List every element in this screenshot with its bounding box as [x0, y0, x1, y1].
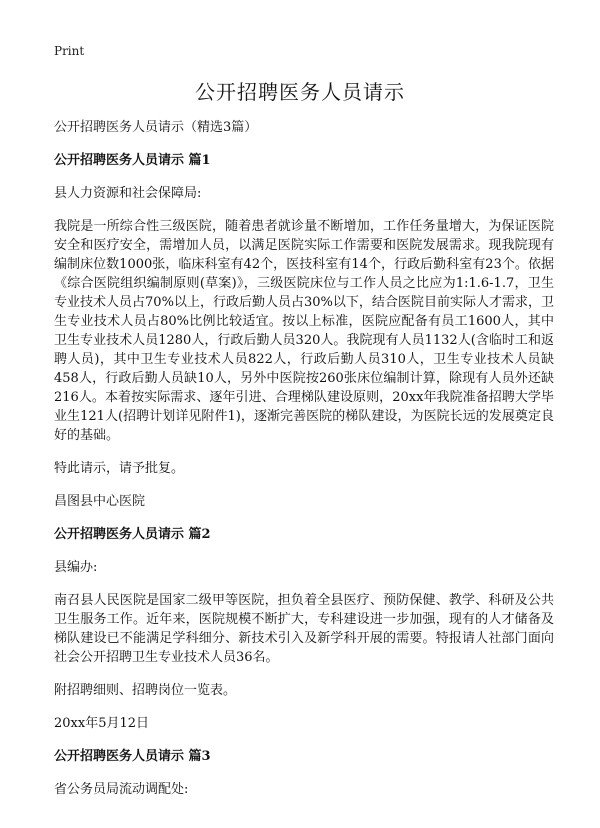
document-title: 公开招聘医务人员请示 — [195, 80, 405, 104]
section-1-heading: 公开招聘医务人员请示 篇1 — [54, 153, 211, 168]
section-1-body: 我院是一所综合性三级医院，随着患者就诊量不断增加，工作任务量增大，为保证医院安全和医疗安全，需增加人员，以满足医院实际工作需要和医院发展需求。现我院现有编制床位数1000张，临床科室有42个，医技科室有14个，行政后勤科室有23个。依据《综合医院组织编制原则(草案)》，三级医院床位与工作人员之比应为1:1.6-1.7，卫生专业技术人员占70%以上，行政后勤人员占30%以下，结合医院目前实际人才需求，卫生专业技术人员占80%比例比较适宜。按以上标准，医院应配备有员工1600人，其中卫生专业技术人员1280人，行政后勤人员320人。我院现有人员1132人(含临时工和返聘人员)，其中卫生专业技术人员822人，行政后勤人员310人，卫生专业技术人员缺458人，行政后勤人员缺10人，另外中医院按260张床位编制计算，除现有人员外还缺216人。本着按实际需求、逐年引进、合理梯队建设原则，20xx年我院准备招聘大学毕业生121人(招聘计划详见附件1)，逐渐完善医院的梯队建设，为医院长远的发展奠定良好的基础。 — [54, 219, 554, 443]
section-2-body: 南召县人民医院是国家二级甲等医院，担负着全县医疗、预防保健、教学、科研及公共卫生服务工作。近年来，医院规模不断扩大，专科建设进一步加强，现有的人才储备及梯队建设已不能满足学科细分、新技术引入及新学科开展的需要。特报请人社部门面向社会公开招聘卫生专业技术人员36名。 — [54, 593, 554, 665]
section-1-closing: 特此请示，请予批复。 — [54, 461, 185, 476]
section-2-heading: 公开招聘医务人员请示 篇2 — [54, 527, 211, 542]
section-2-salutation: 县编办: — [54, 560, 98, 575]
document-subtitle: 公开招聘医务人员请示（精选3篇） — [54, 120, 258, 135]
section-3-salutation: 省公务员局流动调配处: — [54, 782, 189, 797]
section-1-signature: 昌图县中心医院 — [54, 494, 146, 509]
section-2-closing: 附招聘细则、招聘岗位一览表。 — [54, 683, 237, 698]
print-label[interactable]: Print — [54, 44, 85, 58]
document-body — [54, 118, 554, 813]
section-2-date: 20xx年5月12日 — [54, 716, 150, 731]
section-3-heading: 公开招聘医务人员请示 篇3 — [54, 749, 211, 764]
section-1-salutation: 县人力资源和社会保障局: — [54, 186, 202, 201]
